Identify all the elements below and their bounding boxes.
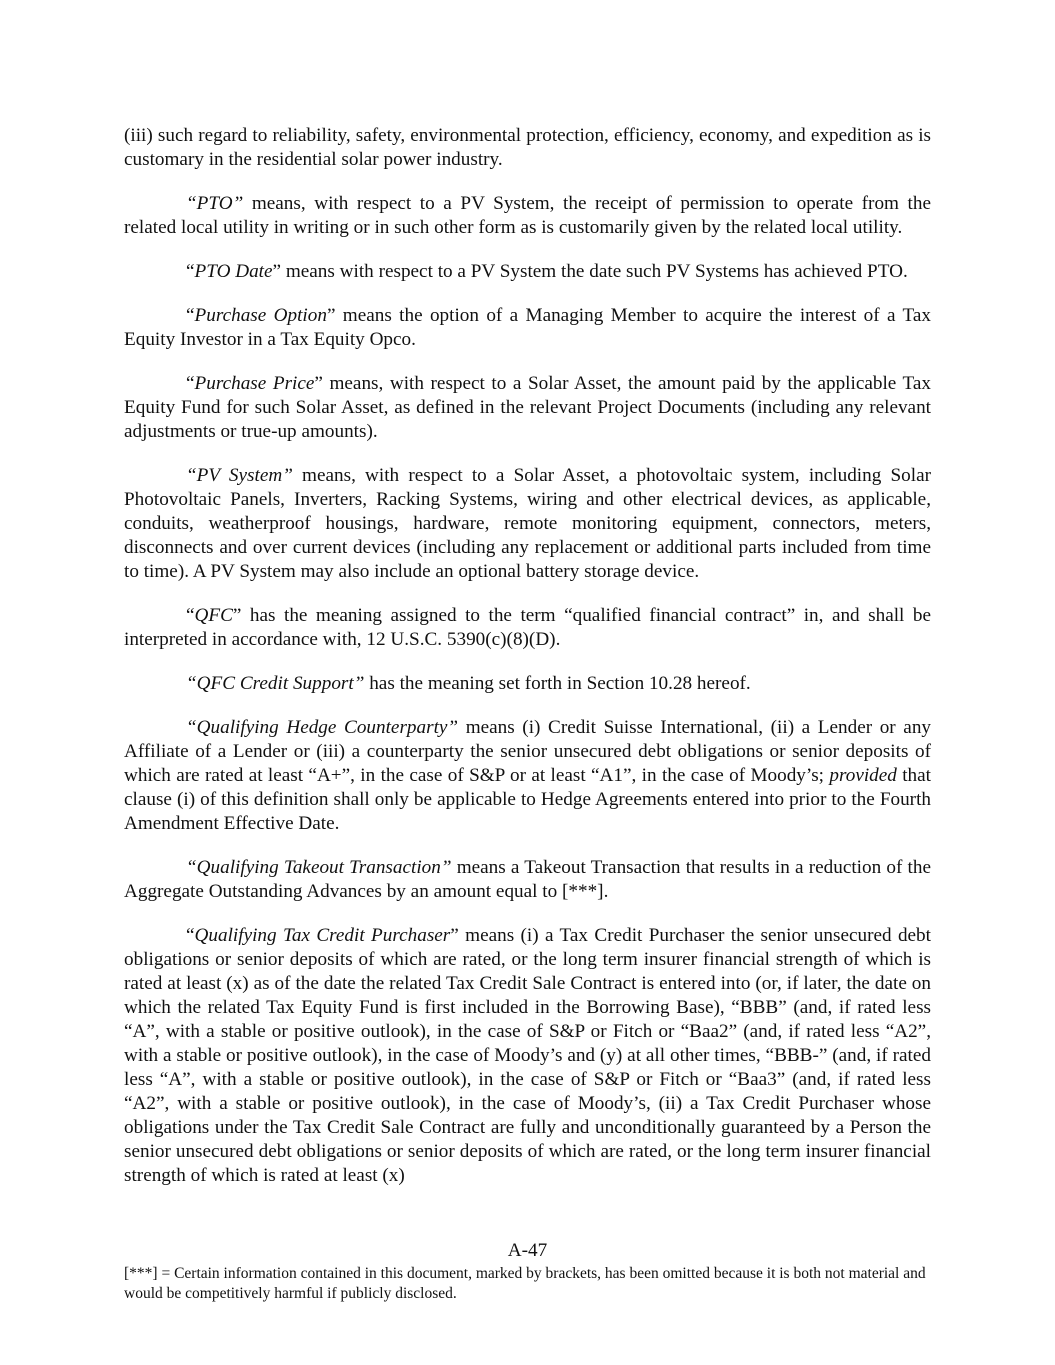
defined-term: “PV System”	[186, 465, 293, 486]
definition-text: ” has the meaning assigned to the term “qualified financial contract” in, and shall be interpreted in accordance with, 12 U.S.C. 5390(c)(8)(D).	[124, 605, 931, 650]
open-quote: “	[186, 373, 195, 394]
italic-proviso: provided	[829, 765, 897, 786]
definition-text: ” means (i) a Tax Credit Purchaser the senior unsecured debt obligations or senior deposits of which are rated, or the long term insurer financial strength of which is rated at least (x) as of the date the related Tax Credit Sale Contract is entered into (or, if later, the date on which the related Tax Equity Fund is first included in the Borrowing Base), “BBB” (and, if rated less “A”, with a stable or positive outlook), in the case of S&P or Fitch or “Baa2” (and, if rated less “A2”, with a stable or positive outlook), in the case of Moody’s and (y) at all other times, “BBB-” (and, if rated less “A”, with a stable or positive outlook), in the case of S&P or Fitch or “Baa3” (and, if rated less “A2”, with a stable or positive outlook), in the case of Moody’s, (ii) a Tax Credit Purchaser whose obligations under the Tax Credit Sale Contract are fully and unconditionally guaranteed by a Person the senior unsecured debt obligations or senior deposits of which are rated, or the long term insurer financial strength of which is rated at least (x)	[124, 925, 931, 1186]
defined-term: Qualifying Tax Credit Purchaser	[194, 925, 451, 946]
definition-qfc	[124, 604, 931, 652]
open-quote: “	[186, 261, 195, 282]
definition-pto-date	[124, 260, 931, 284]
definition-purchase-price	[124, 372, 931, 444]
definition-text: means, with respect to a PV System, the receipt of permission to operate from the related local utility in writing or in such other form as is customarily given by the related local utility.	[124, 193, 931, 238]
open-quote: “	[186, 605, 195, 626]
defined-term: “PTO”	[186, 193, 244, 214]
defined-term: PTO Date	[194, 261, 273, 282]
definition-qualifying-hedge-counterparty	[124, 716, 931, 836]
definition-text: ” means with respect to a PV System the date such PV Systems has achieved PTO.	[272, 261, 908, 282]
open-quote: “	[186, 925, 195, 946]
definition-text: ” means, with respect to a Solar Asset, the amount paid by the applicable Tax Equity Fund for such Solar Asset, as defined in the relevant Project Documents (including any relevant adjustments or true-up amounts).	[124, 373, 931, 442]
footnote: [***] = Certain information contained in this document, marked by brackets, has been omitted because it is both not material and would be competitively harmful if publicly disclosed.	[124, 1265, 926, 1302]
definition-text: ” means the option of a Managing Member to acquire the interest of a Tax Equity Investor in a Tax Equity Opco.	[124, 305, 931, 350]
definition-qualifying-takeout-transaction	[124, 856, 931, 904]
defined-term: Purchase Option	[194, 305, 327, 326]
definition-pv-system	[124, 464, 931, 584]
definition-purchase-option	[124, 304, 931, 352]
defined-term: Purchase Price	[194, 373, 315, 394]
defined-term: “Qualifying Takeout Transaction”	[186, 857, 452, 878]
defined-term: “Qualifying Hedge Counterparty”	[186, 717, 459, 738]
defined-term: QFC	[194, 605, 233, 626]
defined-term: “QFC Credit Support”	[186, 673, 365, 694]
definition-text-continued: that clause (i) of this definition shall only be applicable to Hedge Agreements entered into prior to the Fourth Amendment Effective Date.	[124, 765, 932, 834]
definition-qfc-credit-support	[124, 672, 931, 696]
open-quote: “	[186, 305, 195, 326]
document-body	[124, 124, 931, 1208]
definition-pto	[124, 192, 931, 240]
definition-text: has the meaning set forth in Section 10.28 hereof.	[364, 673, 751, 694]
definition-text: means a Takeout Transaction that results in a reduction of the Aggregate Outstanding Advances by an amount equal to [***].	[124, 857, 931, 902]
definition-text: means (i) Credit Suisse International, (ii) a Lender or any Affiliate of a Lender or (iii) a counterparty the senior unsecured debt obligations or senior deposits of which are rated at least “A+”, in the case of S&P or at least “A1”, in the case of Moody’s;	[124, 717, 932, 786]
paragraph-continuation: (iii) such regard to reliability, safety, environmental protection, efficiency, economy, and expedition as is customary in the residential solar power industry.	[124, 125, 931, 170]
definition-text: means, with respect to a Solar Asset, a photovoltaic system, including Solar Photovoltaic Panels, Inverters, Racking Systems, wiring and other electrical devices, as applicable, conduits, weatherproof housings, hardware, remote monitoring equipment, connectors, meters, disconnects and over current devices (including any replacement or additional parts included from time to time). A PV System may also include an optional battery storage device.	[124, 465, 931, 582]
definition-qualifying-tax-credit-purchaser	[124, 924, 931, 1188]
page-number: A-47	[507, 1240, 548, 1261]
